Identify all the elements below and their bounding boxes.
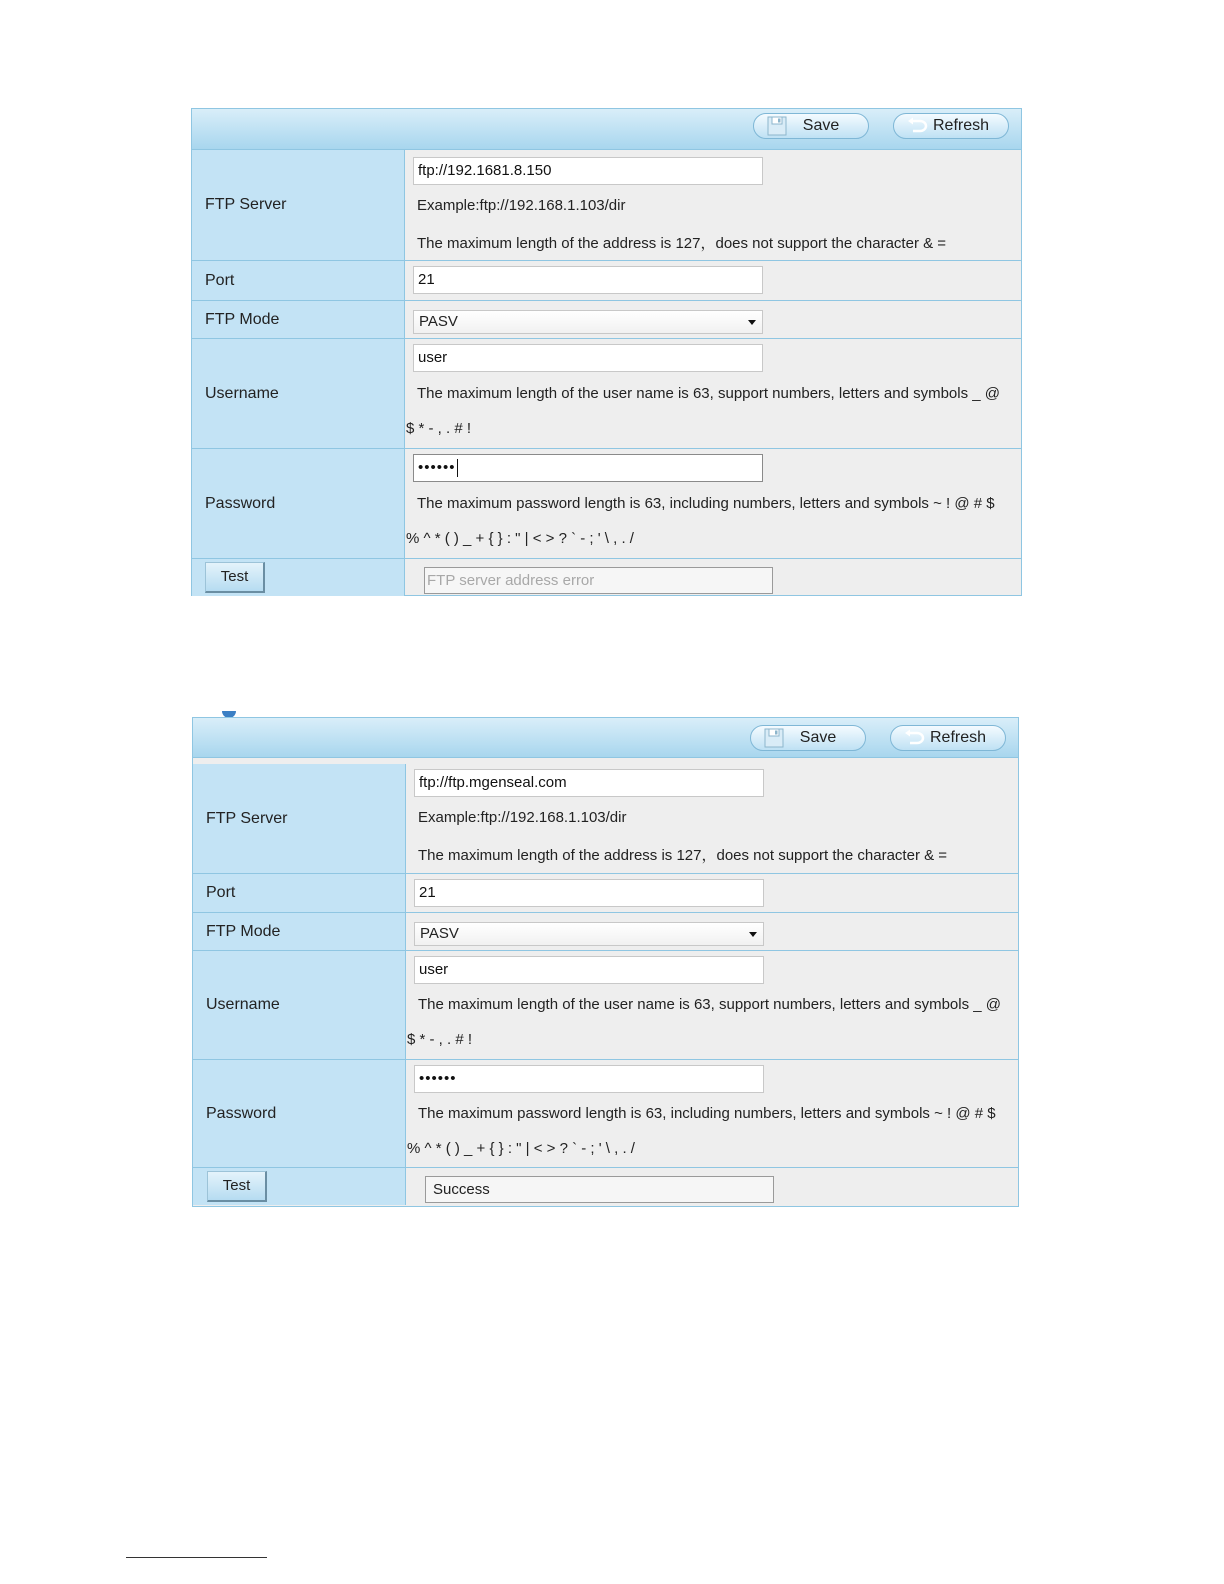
username-input[interactable]: user [413,344,763,372]
username-label: Username [193,951,406,1059]
ftp-settings-panel-1 [191,108,1022,596]
save-button[interactable] [750,725,866,751]
toolbar [193,718,1018,758]
ftp-server-label: FTP Server [192,150,405,260]
refresh-label: Refresh [929,729,987,746]
port-input[interactable]: 21 [414,879,764,907]
ftp-mode-row [192,301,1021,339]
ftp-server-input[interactable]: ftp://ftp.mgenseal.com [414,769,764,797]
test-row [192,559,1021,596]
username-note-line1: The maximum length of the user name is 63, support numbers, letters and symbols _ @ [418,996,1001,1013]
test-button[interactable]: Test [207,1171,267,1202]
ftp-settings-panel-2 [192,717,1019,1207]
password-label: Password [192,449,405,558]
password-row [193,1060,1018,1168]
refresh-label: Refresh [932,117,990,134]
username-label: Username [192,339,405,448]
test-row [193,1168,1018,1205]
test-result-field: FTP server address error [424,567,773,594]
ftp-server-example: Example:ftp://192.168.1.103/dir [417,197,626,214]
save-label: Save [799,729,837,746]
ftp-mode-label: FTP Mode [192,301,405,338]
save-button[interactable] [753,113,869,139]
chevron-down-icon [748,320,756,325]
ftp-mode-select[interactable] [414,922,764,946]
ftp-server-example: Example:ftp://192.168.1.103/dir [418,809,627,826]
password-note-line1: The maximum password length is 63, including numbers, letters and symbols ~ ! @ # $ [417,495,995,512]
password-value: •••••• [418,459,456,476]
text-caret [457,459,458,477]
username-note-line2: $ * - , . # ! [406,420,472,437]
ftp-server-row [192,150,1021,261]
ftp-server-row [193,764,1018,874]
floppy-disk-icon [766,116,788,136]
password-input[interactable] [413,454,763,482]
ftp-mode-row [193,913,1018,951]
password-note-line2: % ^ * ( ) _ + { } : " | < > ? ` - ; ' \ , . / [407,1140,635,1157]
port-label: Port [192,261,405,300]
test-result-field: Success [425,1176,774,1203]
ftp-mode-value: PASV [420,925,459,942]
ftp-mode-select[interactable] [413,310,763,334]
password-note-line1: The maximum password length is 63, including numbers, letters and symbols ~ ! @ # $ [418,1105,996,1122]
save-label: Save [802,117,840,134]
footnote-divider [126,1557,267,1558]
username-note-line1: The maximum length of the user name is 63, support numbers, letters and symbols _ @ [417,385,1000,402]
refresh-button[interactable] [890,725,1006,751]
password-label: Password [193,1060,406,1167]
floppy-disk-icon [763,728,785,748]
ftp-server-input[interactable]: ftp://192.1681.8.150 [413,157,763,185]
refresh-button[interactable] [893,113,1009,139]
username-row [193,951,1018,1060]
password-input[interactable]: •••••• [414,1065,764,1093]
port-row [193,874,1018,913]
username-row [192,339,1021,449]
password-row [192,449,1021,559]
undo-arrow-icon [906,116,928,136]
ftp-server-label: FTP Server [193,764,406,873]
ftp-server-note: The maximum length of the address is 127，does not support the character & = [418,847,948,864]
username-input[interactable]: user [414,956,764,984]
chevron-down-icon [749,932,757,937]
password-note-line2: % ^ * ( ) _ + { } : " | < > ? ` - ; ' \ , . / [406,530,634,547]
port-input[interactable]: 21 [413,266,763,294]
ftp-mode-value: PASV [419,313,458,330]
port-label: Port [193,874,406,912]
ftp-server-note: The maximum length of the address is 127，does not support the character & = [417,235,947,252]
port-row [192,261,1021,301]
test-button[interactable]: Test [205,562,265,593]
undo-arrow-icon [903,728,925,748]
ftp-mode-label: FTP Mode [193,913,406,950]
toolbar [192,109,1021,150]
username-note-line2: $ * - , . # ! [407,1031,473,1048]
